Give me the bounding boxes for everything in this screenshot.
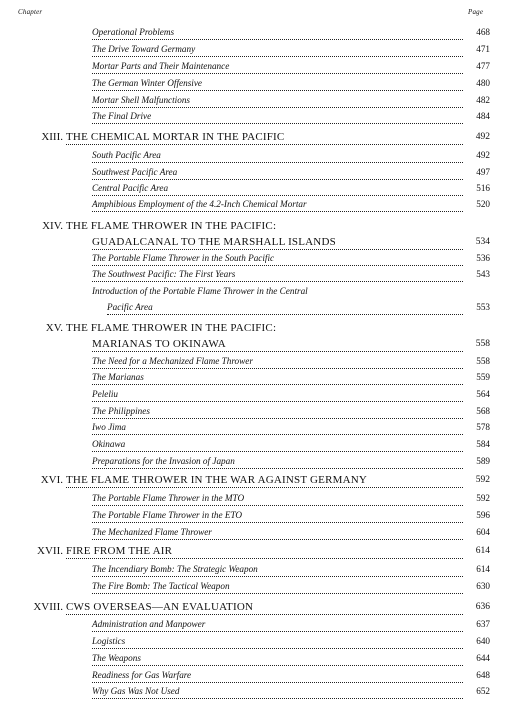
dot-leader xyxy=(92,393,463,402)
dot-leader xyxy=(92,657,463,666)
entry-page: 558 xyxy=(466,339,490,349)
toc-entry xyxy=(0,438,509,453)
entry-page: 492 xyxy=(466,150,490,160)
entry-title: The Portable Flame Thrower in the South Pacific xyxy=(92,253,277,263)
entry-page: 630 xyxy=(466,581,490,591)
toc-entry xyxy=(0,94,509,109)
entry-page: 492 xyxy=(466,132,490,142)
chapter-number: XIV. xyxy=(42,220,63,232)
chapter-title: THE FLAME THROWER IN THE WAR AGAINST GERMANY xyxy=(66,474,371,486)
chapter-title: FIRE FROM THE AIR xyxy=(66,545,176,557)
toc-entry-continued xyxy=(0,301,509,316)
chapter-entry-continued xyxy=(0,338,509,353)
toc-entry xyxy=(0,563,509,578)
entry-page: 471 xyxy=(466,44,490,54)
entry-title: The Portable Flame Thrower in the MTO xyxy=(92,493,247,503)
entry-page: 592 xyxy=(466,475,490,485)
entry-page: 589 xyxy=(466,456,490,466)
toc-entry xyxy=(0,421,509,436)
chapter-entry xyxy=(0,220,509,235)
entry-page: 637 xyxy=(466,619,490,629)
entry-page: 480 xyxy=(466,78,490,88)
entry-title: The Philippines xyxy=(92,406,153,416)
entry-page: 543 xyxy=(466,269,490,279)
entry-page: 640 xyxy=(466,636,490,646)
toc-entry xyxy=(0,618,509,633)
dot-leader xyxy=(92,640,463,649)
toc-entry xyxy=(0,77,509,92)
entry-page: 578 xyxy=(466,422,490,432)
entry-page: 636 xyxy=(466,602,490,612)
entry-title: The German Winter Offensive xyxy=(92,78,205,88)
chapter-number: XIII. xyxy=(41,131,63,143)
toc-entry xyxy=(0,110,509,125)
entry-page: 558 xyxy=(466,356,490,366)
entry-page: 564 xyxy=(466,389,490,399)
entry-page: 592 xyxy=(466,493,490,503)
chapter-entry xyxy=(0,131,509,146)
chapter-title: GUADALCANAL TO THE MARSHALL ISLANDS xyxy=(92,236,340,248)
toc-entry xyxy=(0,268,509,283)
page-column-header: Page xyxy=(468,8,484,16)
entry-title: Introduction of the Portable Flame Thrower in the Central xyxy=(92,286,308,296)
toc-entry xyxy=(0,580,509,595)
dot-leader xyxy=(92,443,463,452)
entry-page: 614 xyxy=(466,546,490,556)
toc-entry xyxy=(0,635,509,650)
toc-entry xyxy=(0,355,509,370)
chapter-title: THE FLAME THROWER IN THE PACIFIC: xyxy=(66,322,280,334)
toc-entry xyxy=(0,669,509,684)
toc-entry xyxy=(0,492,509,507)
entry-title: Preparations for the Invasion of Japan xyxy=(92,456,238,466)
toc-entry xyxy=(0,652,509,667)
entry-page: 477 xyxy=(466,61,490,71)
entry-title: Amphibious Employment of the 4.2-Inch Chemical Mortar xyxy=(92,199,310,209)
chapter-title: THE CHEMICAL MORTAR IN THE PACIFIC xyxy=(66,131,288,143)
toc-entry xyxy=(0,405,509,420)
toc-entry xyxy=(0,26,509,41)
dot-leader xyxy=(92,426,463,435)
entry-page: 516 xyxy=(466,183,490,193)
entry-title: Iwo Jima xyxy=(92,422,129,432)
entry-title: The Incendiary Bomb: The Strategic Weapon xyxy=(92,564,261,574)
chapter-number: XVI. xyxy=(40,474,63,486)
entry-title: Pacific Area xyxy=(107,302,156,312)
toc-entry xyxy=(0,198,509,213)
chapter-number: XVII. xyxy=(37,545,63,557)
toc-entry xyxy=(0,685,509,700)
entry-title: Southwest Pacific Area xyxy=(92,167,180,177)
entry-title: South Pacific Area xyxy=(92,150,164,160)
dot-leader xyxy=(107,306,463,315)
entry-page: 553 xyxy=(466,302,490,312)
chapter-entry xyxy=(0,601,509,616)
entry-page: 468 xyxy=(466,27,490,37)
chapter-number: XVIII. xyxy=(33,601,63,613)
toc-entry xyxy=(0,252,509,267)
entry-title: Central Pacific Area xyxy=(92,183,171,193)
chapter-entry xyxy=(0,322,509,337)
entry-title: Mortar Shell Malfunctions xyxy=(92,95,193,105)
entry-page: 648 xyxy=(466,670,490,680)
chapter-number: XV. xyxy=(45,322,63,334)
toc-entry xyxy=(0,182,509,197)
toc-entry xyxy=(0,166,509,181)
entry-title: The Fire Bomb: The Tactical Weapon xyxy=(92,581,233,591)
chapter-title: THE FLAME THROWER IN THE PACIFIC: xyxy=(66,220,280,232)
entry-title: Readiness for Gas Warfare xyxy=(92,670,194,680)
entry-page: 520 xyxy=(466,199,490,209)
chapter-entry-continued xyxy=(0,236,509,251)
entry-title: Why Gas Was Not Used xyxy=(92,686,182,696)
entry-page: 536 xyxy=(466,253,490,263)
entry-title: The Drive Toward Germany xyxy=(92,44,198,54)
toc-entry xyxy=(0,455,509,470)
entry-page: 484 xyxy=(466,111,490,121)
entry-page: 559 xyxy=(466,372,490,382)
entry-title: Operational Problems xyxy=(92,27,177,37)
entry-title: The Weapons xyxy=(92,653,144,663)
chapter-title: CWS OVERSEAS—AN EVALUATION xyxy=(66,601,257,613)
toc-entry xyxy=(0,509,509,524)
entry-page: 482 xyxy=(466,95,490,105)
entry-page: 644 xyxy=(466,653,490,663)
entry-title: Okinawa xyxy=(92,439,128,449)
entry-title: The Marianas xyxy=(92,372,147,382)
entry-title: Administration and Manpower xyxy=(92,619,208,629)
entry-title: Peleliu xyxy=(92,389,121,399)
chapter-entry xyxy=(0,474,509,489)
entry-title: The Portable Flame Thrower in the ETO xyxy=(92,510,245,520)
entry-title: The Southwest Pacific: The First Years xyxy=(92,269,238,279)
toc-entry xyxy=(0,388,509,403)
chapter-column-header: Chapter xyxy=(18,8,43,16)
entry-page: 604 xyxy=(466,527,490,537)
dot-leader xyxy=(92,376,463,385)
entry-page: 614 xyxy=(466,564,490,574)
toc-entry xyxy=(0,43,509,58)
entry-title: Logistics xyxy=(92,636,128,646)
entry-title: The Need for a Mechanized Flame Thrower xyxy=(92,356,256,366)
chapter-title: MARIANAS TO OKINAWA xyxy=(92,338,230,350)
entry-page: 584 xyxy=(466,439,490,449)
chapter-entry xyxy=(0,545,509,560)
entry-page: 596 xyxy=(466,510,490,520)
entry-page: 534 xyxy=(466,237,490,247)
entry-page: 652 xyxy=(466,686,490,696)
entry-page: 568 xyxy=(466,406,490,416)
toc-entry xyxy=(0,285,509,300)
entry-page: 497 xyxy=(466,167,490,177)
toc-entry xyxy=(0,60,509,75)
toc-entry xyxy=(0,526,509,541)
toc-entry xyxy=(0,371,509,386)
entry-title: The Mechanized Flame Thrower xyxy=(92,527,215,537)
toc-entry xyxy=(0,149,509,164)
entry-title: Mortar Parts and Their Maintenance xyxy=(92,61,232,71)
entry-title: The Final Drive xyxy=(92,111,154,121)
